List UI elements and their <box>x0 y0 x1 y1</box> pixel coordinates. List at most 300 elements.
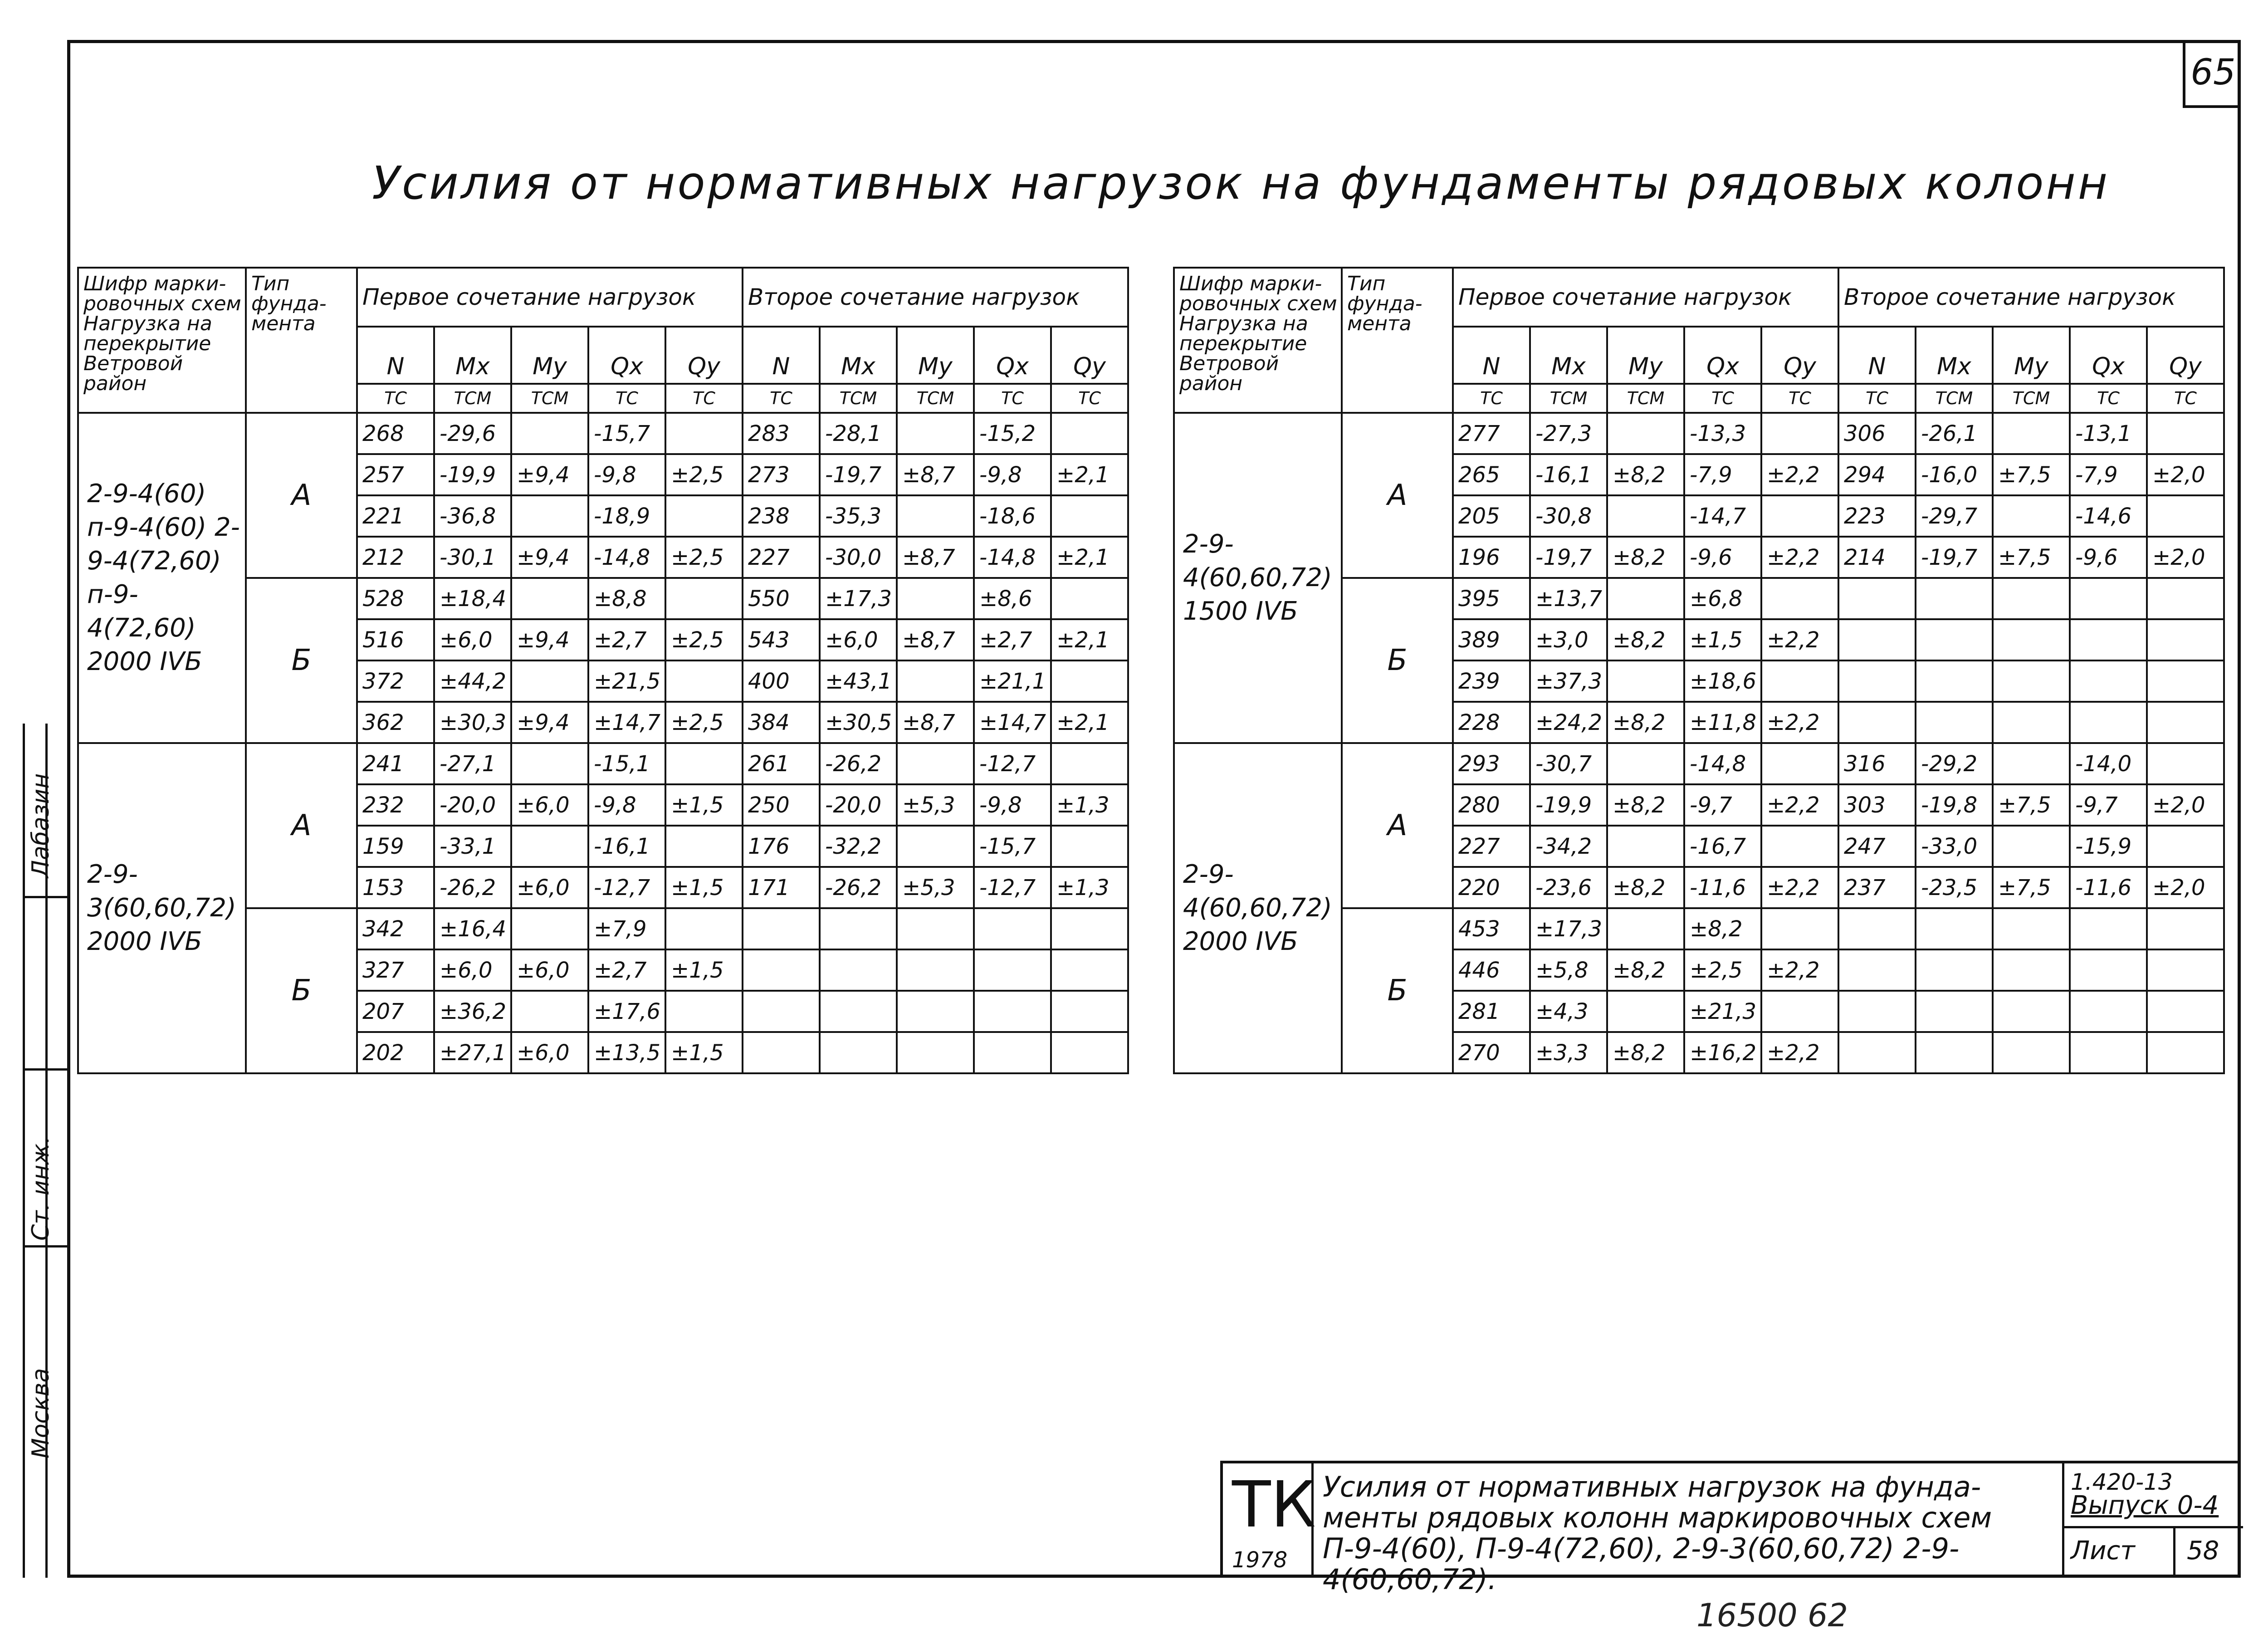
value-cell <box>665 660 743 702</box>
value-cell: -26,2 <box>434 867 511 908</box>
value-cell <box>1993 1032 2070 1073</box>
value-cell: 270 <box>1453 1032 1530 1073</box>
value-cell: -29,2 <box>1916 743 1993 784</box>
value-cell: -19,7 <box>820 454 897 495</box>
strip-line <box>23 724 25 1578</box>
foundation-type-cell: А <box>246 413 357 578</box>
header-symbol: My <box>1993 327 2070 384</box>
value-cell: ±8,7 <box>897 537 974 578</box>
header-symbol: My <box>1607 327 1684 384</box>
value-cell: 212 <box>357 537 434 578</box>
value-cell: 389 <box>1453 619 1530 660</box>
value-cell: -12,7 <box>974 743 1051 784</box>
value-cell: ±18,4 <box>434 578 511 619</box>
page-title: Усилия от нормативных нагрузок на фундаменты рядовых колонн <box>372 157 2110 210</box>
value-cell: ±3,3 <box>1530 1032 1607 1073</box>
value-cell <box>1761 826 1838 867</box>
value-cell: -9,8 <box>974 454 1051 495</box>
header-unit: ТС <box>1761 384 1838 413</box>
tk-label: ТК <box>1232 1468 1316 1542</box>
value-cell: ±1,5 <box>1684 619 1761 660</box>
value-cell <box>1607 413 1684 454</box>
value-cell: 196 <box>1453 537 1530 578</box>
value-cell: ±7,5 <box>1993 867 2070 908</box>
value-cell: 214 <box>1838 537 1916 578</box>
value-cell <box>665 826 743 867</box>
strip-line <box>23 1245 67 1248</box>
foundation-type-cell: А <box>1342 413 1453 578</box>
value-cell <box>1993 743 2070 784</box>
header-unit: ТС <box>1684 384 1761 413</box>
value-cell <box>2147 413 2224 454</box>
value-cell: ±6,0 <box>511 867 588 908</box>
value-cell: ±7,5 <box>1993 537 2070 578</box>
value-cell <box>897 908 974 949</box>
value-cell: ±2,5 <box>1684 949 1761 991</box>
header-symbol: Qy <box>1051 327 1128 384</box>
value-cell <box>1993 949 2070 991</box>
value-cell: ±2,1 <box>1051 537 1128 578</box>
value-cell: ±1,3 <box>1051 784 1128 826</box>
scheme-cell: 2-9-4(60) п-9-4(60) 2-9-4(72,60) п-9-4(72,60) 2000 IVБ <box>78 413 246 743</box>
value-cell <box>1838 660 1916 702</box>
value-cell <box>511 991 588 1032</box>
value-cell: -26,2 <box>820 867 897 908</box>
value-cell: -20,0 <box>434 784 511 826</box>
strip-line <box>23 896 67 898</box>
header-symbol: N <box>1453 327 1530 384</box>
value-cell: ±2,2 <box>1761 537 1838 578</box>
value-cell: 247 <box>1838 826 1916 867</box>
value-cell: ±13,7 <box>1530 578 1607 619</box>
header-unit: ТСМ <box>820 384 897 413</box>
value-cell: 446 <box>1453 949 1530 991</box>
value-cell <box>1607 495 1684 537</box>
header-foundation-type: Тип фунда-мента <box>246 268 357 413</box>
foundation-type-cell: Б <box>1342 578 1453 743</box>
title-block-description: Усилия от нормативных нагрузок на фунда- менты рядовых колонн маркировочных схем П-9-4(60), П-9-4(72,60), 2-9-3(60,60,72) 2-9-4(60,60,72). <box>1323 1470 1992 1596</box>
value-cell: 516 <box>357 619 434 660</box>
value-cell <box>1916 702 1993 743</box>
value-cell: ±9,4 <box>511 537 588 578</box>
value-cell <box>820 1032 897 1073</box>
value-cell: ±8,2 <box>1607 867 1684 908</box>
header-scheme: Шифр марки-ровочных схем Нагрузка на перекрытие Ветровой район <box>1174 268 1342 413</box>
value-cell: ±30,5 <box>820 702 897 743</box>
value-cell <box>1051 826 1128 867</box>
value-cell: -9,8 <box>588 454 665 495</box>
header-symbol: Qx <box>1684 327 1761 384</box>
value-cell <box>2070 949 2147 991</box>
value-cell <box>1051 495 1128 537</box>
value-cell: ±5,3 <box>897 867 974 908</box>
value-cell: 238 <box>743 495 820 537</box>
value-cell <box>820 908 897 949</box>
value-cell: ±2,0 <box>2147 867 2224 908</box>
value-cell: -9,8 <box>974 784 1051 826</box>
value-cell: 306 <box>1838 413 1916 454</box>
value-cell <box>1838 908 1916 949</box>
value-cell <box>665 578 743 619</box>
value-cell: ±8,8 <box>588 578 665 619</box>
value-cell: -7,9 <box>1684 454 1761 495</box>
value-cell <box>1993 826 2070 867</box>
value-cell: ±14,7 <box>588 702 665 743</box>
value-cell <box>974 991 1051 1032</box>
value-cell: ±5,8 <box>1530 949 1607 991</box>
value-cell <box>897 660 974 702</box>
value-cell <box>743 1032 820 1073</box>
value-cell: 528 <box>357 578 434 619</box>
value-cell: -35,3 <box>820 495 897 537</box>
value-cell: ±8,7 <box>897 619 974 660</box>
value-cell: ±5,3 <box>897 784 974 826</box>
value-cell: -14,8 <box>974 537 1051 578</box>
value-cell <box>1607 991 1684 1032</box>
value-cell <box>511 413 588 454</box>
header-symbol: Mx <box>1916 327 1993 384</box>
table-row <box>78 743 1128 784</box>
value-cell <box>1993 619 2070 660</box>
value-cell: ±2,5 <box>665 537 743 578</box>
value-cell: 362 <box>357 702 434 743</box>
value-cell <box>2147 660 2224 702</box>
value-cell: ±2,2 <box>1761 619 1838 660</box>
value-cell: -19,9 <box>434 454 511 495</box>
value-cell <box>897 578 974 619</box>
header-unit: ТС <box>1838 384 1916 413</box>
value-cell: ±17,3 <box>1530 908 1607 949</box>
value-cell <box>2070 908 2147 949</box>
header-first-combination: Первое сочетание нагрузок <box>357 268 743 327</box>
value-cell: ±8,2 <box>1607 454 1684 495</box>
header-symbol: Mx <box>434 327 511 384</box>
value-cell <box>1838 702 1916 743</box>
value-cell: 257 <box>357 454 434 495</box>
value-cell: ±17,6 <box>588 991 665 1032</box>
value-cell: ±2,1 <box>1051 454 1128 495</box>
value-cell: -14,8 <box>588 537 665 578</box>
value-cell: -15,7 <box>588 413 665 454</box>
value-cell <box>665 908 743 949</box>
value-cell: 453 <box>1453 908 1530 949</box>
value-cell <box>1993 908 2070 949</box>
header-symbol: N <box>357 327 434 384</box>
value-cell: ±36,2 <box>434 991 511 1032</box>
forces-table-left <box>77 267 1129 1074</box>
value-cell: ±13,5 <box>588 1032 665 1073</box>
value-cell: ±2,2 <box>1761 702 1838 743</box>
header-unit: ТСМ <box>897 384 974 413</box>
value-cell: 280 <box>1453 784 1530 826</box>
value-cell: 205 <box>1453 495 1530 537</box>
value-cell: ±17,3 <box>820 578 897 619</box>
value-cell: ±2,5 <box>665 702 743 743</box>
value-cell <box>2147 1032 2224 1073</box>
value-cell: ±9,4 <box>511 619 588 660</box>
value-cell: ±2,2 <box>1761 949 1838 991</box>
value-cell <box>2070 660 2147 702</box>
value-cell <box>820 949 897 991</box>
value-cell: ±2,2 <box>1761 1032 1838 1073</box>
issue-label: Выпуск 0-4 <box>2071 1491 2219 1520</box>
value-cell <box>1838 949 1916 991</box>
value-cell: -15,7 <box>974 826 1051 867</box>
strip-city: Москва <box>27 1368 54 1458</box>
header-foundation-type: Тип фунда-мента <box>1342 268 1453 413</box>
value-cell: 294 <box>1838 454 1916 495</box>
value-cell: -16,7 <box>1684 826 1761 867</box>
value-cell: -9,6 <box>1684 537 1761 578</box>
value-cell: ±2,1 <box>1051 702 1128 743</box>
value-cell <box>2147 908 2224 949</box>
value-cell: 265 <box>1453 454 1530 495</box>
value-cell <box>1916 949 1993 991</box>
value-cell <box>511 578 588 619</box>
value-cell: ±8,7 <box>897 454 974 495</box>
value-cell <box>1051 1032 1128 1073</box>
header-symbol: N <box>743 327 820 384</box>
value-cell: ±6,8 <box>1684 578 1761 619</box>
value-cell: ±2,5 <box>665 454 743 495</box>
value-cell: ±6,0 <box>511 1032 588 1073</box>
value-cell: 303 <box>1838 784 1916 826</box>
value-cell: 171 <box>743 867 820 908</box>
value-cell: 395 <box>1453 578 1530 619</box>
value-cell: ±3,0 <box>1530 619 1607 660</box>
value-cell <box>1607 660 1684 702</box>
value-cell <box>1838 1032 1916 1073</box>
value-cell <box>2147 949 2224 991</box>
header-second-combination: Второе сочетание нагрузок <box>1838 268 2224 327</box>
header-symbol: Qx <box>588 327 665 384</box>
value-cell: ±16,4 <box>434 908 511 949</box>
value-cell: 221 <box>357 495 434 537</box>
value-cell: ±8,2 <box>1607 784 1684 826</box>
value-cell: 281 <box>1453 991 1530 1032</box>
header-symbol: Qy <box>1761 327 1838 384</box>
scheme-cell: 2-9-3(60,60,72) 2000 IVБ <box>78 743 246 1073</box>
table-row <box>1174 413 2224 454</box>
value-cell: -14,0 <box>2070 743 2147 784</box>
value-cell <box>743 991 820 1032</box>
value-cell: 261 <box>743 743 820 784</box>
value-cell <box>511 495 588 537</box>
value-cell <box>897 949 974 991</box>
value-cell: -15,9 <box>2070 826 2147 867</box>
value-cell: ±2,1 <box>1051 619 1128 660</box>
header-unit: ТС <box>1453 384 1530 413</box>
value-cell: ±7,5 <box>1993 454 2070 495</box>
value-cell <box>2070 1032 2147 1073</box>
value-cell: -28,1 <box>820 413 897 454</box>
value-cell: -15,2 <box>974 413 1051 454</box>
value-cell: -30,7 <box>1530 743 1607 784</box>
value-cell <box>2147 826 2224 867</box>
value-cell: ±2,5 <box>665 619 743 660</box>
series-divider <box>2064 1526 2243 1528</box>
value-cell <box>1607 826 1684 867</box>
value-cell: 159 <box>357 826 434 867</box>
title-block <box>1220 1461 2241 1596</box>
header-unit: ТС <box>1051 384 1128 413</box>
value-cell <box>897 743 974 784</box>
value-cell <box>2147 619 2224 660</box>
value-cell: ±30,3 <box>434 702 511 743</box>
table-row <box>78 413 1128 454</box>
value-cell <box>974 949 1051 991</box>
value-cell: ±21,3 <box>1684 991 1761 1032</box>
value-cell <box>2147 991 2224 1032</box>
value-cell: -9,7 <box>2070 784 2147 826</box>
value-cell: -11,6 <box>1684 867 1761 908</box>
header-symbol: Mx <box>1530 327 1607 384</box>
value-cell: -19,7 <box>1530 537 1607 578</box>
value-cell: ±6,0 <box>434 949 511 991</box>
value-cell: ±2,0 <box>2147 537 2224 578</box>
value-cell: 372 <box>357 660 434 702</box>
value-cell <box>1838 619 1916 660</box>
forces-table-right <box>1173 267 2225 1074</box>
scheme-cell: 2-9-4(60,60,72) 2000 IVБ <box>1174 743 1342 1073</box>
value-cell: -27,3 <box>1530 413 1607 454</box>
value-cell <box>1051 991 1128 1032</box>
value-cell: ±2,0 <box>2147 784 2224 826</box>
value-cell: 227 <box>1453 826 1530 867</box>
value-cell: 153 <box>357 867 434 908</box>
foundation-type-cell: Б <box>246 578 357 743</box>
value-cell: ±8,2 <box>1684 908 1761 949</box>
value-cell: ±27,1 <box>434 1032 511 1073</box>
value-cell: 176 <box>743 826 820 867</box>
value-cell <box>1051 908 1128 949</box>
value-cell: ±21,5 <box>588 660 665 702</box>
value-cell <box>1838 578 1916 619</box>
value-cell: 342 <box>357 908 434 949</box>
header-symbol: Qy <box>2147 327 2224 384</box>
value-cell <box>1051 660 1128 702</box>
value-cell: ±43,1 <box>820 660 897 702</box>
value-cell <box>1838 991 1916 1032</box>
value-cell <box>511 660 588 702</box>
value-cell: ±4,3 <box>1530 991 1607 1032</box>
value-cell: -19,9 <box>1530 784 1607 826</box>
value-cell: -34,2 <box>1530 826 1607 867</box>
value-cell <box>1916 578 1993 619</box>
header-unit: ТС <box>357 384 434 413</box>
value-cell <box>1993 495 2070 537</box>
value-cell: -16,1 <box>1530 454 1607 495</box>
value-cell: ±7,9 <box>588 908 665 949</box>
value-cell <box>2147 702 2224 743</box>
value-cell <box>1761 743 1838 784</box>
value-cell <box>1916 660 1993 702</box>
value-cell: ±1,3 <box>1051 867 1128 908</box>
value-cell: ±9,4 <box>511 702 588 743</box>
value-cell: 232 <box>357 784 434 826</box>
series-block <box>2062 1463 2241 1578</box>
value-cell <box>1607 908 1684 949</box>
value-cell: 207 <box>357 991 434 1032</box>
value-cell: ±9,4 <box>511 454 588 495</box>
value-cell: 239 <box>1453 660 1530 702</box>
value-cell <box>1993 660 2070 702</box>
value-cell <box>1761 660 1838 702</box>
value-cell: 202 <box>357 1032 434 1073</box>
value-cell: ±2,0 <box>2147 454 2224 495</box>
value-cell: -29,7 <box>1916 495 1993 537</box>
value-cell: -14,6 <box>2070 495 2147 537</box>
value-cell: -20,0 <box>820 784 897 826</box>
table-row <box>1174 743 2224 784</box>
value-cell: ±2,2 <box>1761 454 1838 495</box>
value-cell: ±6,0 <box>820 619 897 660</box>
header-unit: ТСМ <box>1530 384 1607 413</box>
header-unit: ТС <box>2070 384 2147 413</box>
value-cell <box>897 826 974 867</box>
series-code: 1.420-13 <box>2071 1469 2173 1495</box>
page-number: 65 <box>2183 40 2241 108</box>
sheet-number: 58 <box>2187 1536 2219 1566</box>
header-symbol: Qy <box>665 327 743 384</box>
value-cell: -30,0 <box>820 537 897 578</box>
value-cell <box>1916 908 1993 949</box>
value-cell: ±2,7 <box>588 619 665 660</box>
value-cell <box>1993 702 2070 743</box>
value-cell <box>897 991 974 1032</box>
left-signature-strip <box>0 724 67 1578</box>
value-cell <box>511 743 588 784</box>
value-cell <box>897 1032 974 1073</box>
value-cell: ±18,6 <box>1684 660 1761 702</box>
value-cell: ±37,3 <box>1530 660 1607 702</box>
value-cell: -15,1 <box>588 743 665 784</box>
value-cell <box>1993 991 2070 1032</box>
value-cell: ±8,2 <box>1607 1032 1684 1073</box>
header-symbol: N <box>1838 327 1916 384</box>
value-cell: 293 <box>1453 743 1530 784</box>
value-cell <box>1916 1032 1993 1073</box>
value-cell <box>743 908 820 949</box>
value-cell: 223 <box>1838 495 1916 537</box>
value-cell: -9,7 <box>1684 784 1761 826</box>
value-cell <box>1607 578 1684 619</box>
value-cell: ±8,2 <box>1607 619 1684 660</box>
tk-block <box>1223 1463 1314 1578</box>
value-cell <box>974 908 1051 949</box>
tk-year: 1978 <box>1232 1547 1288 1573</box>
value-cell: -33,0 <box>1916 826 1993 867</box>
value-cell: -9,8 <box>588 784 665 826</box>
value-cell <box>897 413 974 454</box>
series-divider <box>2173 1526 2175 1578</box>
value-cell: ±8,2 <box>1607 537 1684 578</box>
value-cell: ±8,7 <box>897 702 974 743</box>
value-cell: -7,9 <box>2070 454 2147 495</box>
value-cell: -16,0 <box>1916 454 1993 495</box>
header-symbol: My <box>897 327 974 384</box>
value-cell: ±7,5 <box>1993 784 2070 826</box>
header-unit: ТС <box>588 384 665 413</box>
header-unit: ТСМ <box>434 384 511 413</box>
value-cell: ±1,5 <box>665 1032 743 1073</box>
header-symbol: Mx <box>820 327 897 384</box>
value-cell: -23,6 <box>1530 867 1607 908</box>
value-cell: -32,2 <box>820 826 897 867</box>
value-cell: ±14,7 <box>974 702 1051 743</box>
value-cell <box>820 991 897 1032</box>
value-cell <box>1051 578 1128 619</box>
